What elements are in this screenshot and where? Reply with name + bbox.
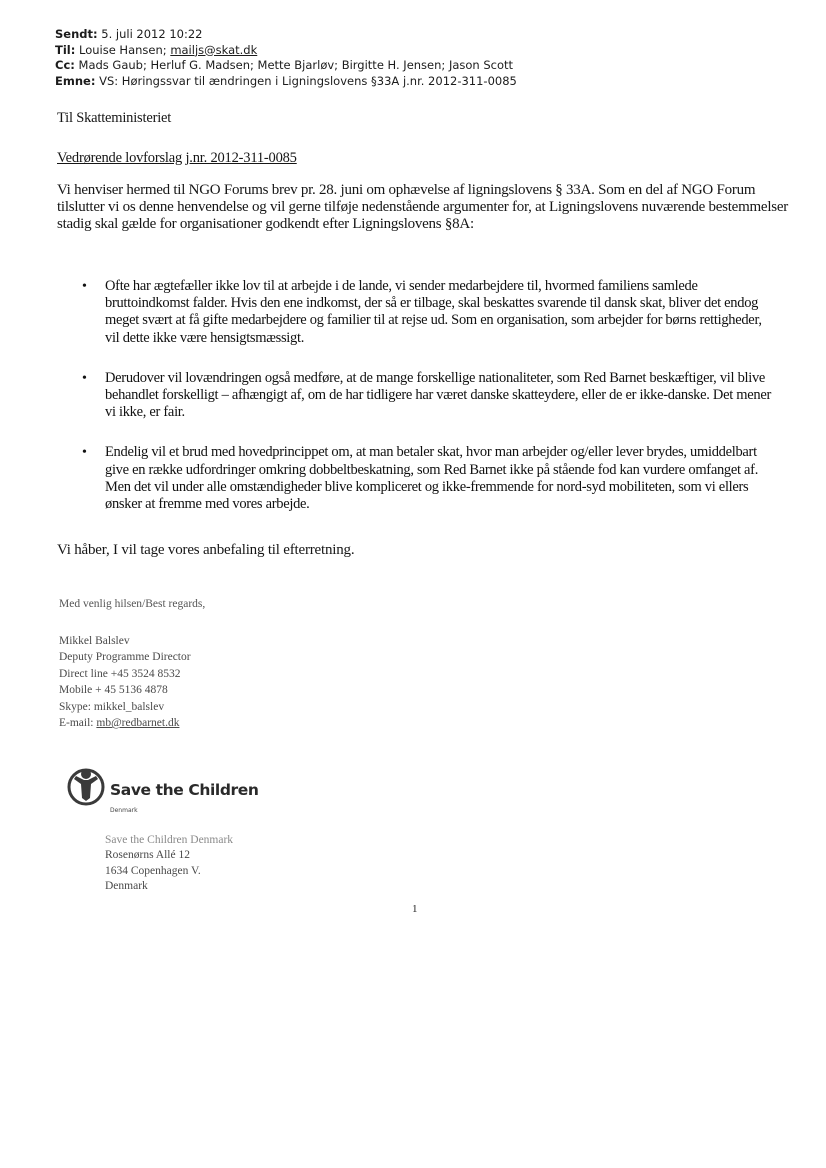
org-street: Rosenørns Allé 12 <box>105 849 190 862</box>
cc-label: Cc: <box>55 58 75 72</box>
letter-recipient: Til Skatteministeriet <box>57 110 172 126</box>
org-city: 1634 Copenhagen V. <box>105 864 201 877</box>
argument-text: Endelig vil et brud med hovedprincippet om, at man betaler skat, hvor man arbejder og/eller lever brydes, umiddelbart give en række udfordringer omkring dobbeltbeskatning, som Red Barnet ikke på stående fod kan vurdere omfanget af. Men det vil under alle omstændigheder blive kompliceret og ikke-fremmende for nord-syd mobiliteten, som vi ellers ønsker at fremme med vores arbejde. <box>105 444 759 513</box>
signature-skype: Skype: mikkel_balslev <box>59 700 165 713</box>
org-country: Denmark <box>105 879 148 892</box>
signature-email-link[interactable]: mb@redbarnet.dk <box>96 717 180 730</box>
email-header <box>55 27 517 89</box>
to-label: Til: <box>55 42 76 57</box>
save-the-children-logo-icon <box>66 765 106 809</box>
argument-text: Derudover vil lovændringen også medføre, at de mange forskellige nationaliteter, som Red Barnet beskæftiger, vil blive behandlet forskelligt – afhængigt af, om de har tidligere har været danske skatteydere, eller de er ikke-danske. Det mener vi ikke, er fair. <box>105 369 771 421</box>
org-name: Save the Children Denmark <box>105 834 234 846</box>
subject-row <box>55 74 517 90</box>
signature-block <box>59 633 191 731</box>
bullet-icon: • <box>82 279 87 294</box>
to-row <box>55 43 517 59</box>
signature-mobile: Mobile + 45 5136 4878 <box>59 684 168 697</box>
signature-name: Mikkel Balslev <box>59 635 130 647</box>
to-email-link[interactable]: mailjs@skat.dk <box>170 42 258 57</box>
org-address <box>105 833 233 894</box>
bullet-icon: • <box>82 445 87 461</box>
logo-name: Save the Children <box>110 781 259 799</box>
argument-list <box>82 278 772 536</box>
signature-direct-line: Direct line +45 3524 8532 <box>59 667 181 680</box>
save-the-children-logo <box>66 765 296 820</box>
argument-item <box>82 278 772 347</box>
letter-closing: Vi håber, I vil tage vores anbefaling til efterretning. <box>57 542 355 558</box>
sent-row <box>55 27 517 43</box>
argument-text: Ofte har ægtefæller ikke lov til at arbejde i de lande, vi sender medarbejdere til, hvormed familiens samlede bruttoindkomst falder. Hvis den ene indkomst, der så er tilbage, skal beskattes svarende til dansk skat, bliver det endog meget svært at få gifte medarbejdere og familier til at rejse ud. Som en organisation, som arbejder for børns rettigheder, vil dette ikke være hensigtsmæssigt. <box>105 278 762 346</box>
cc-value: Mads Gaub; Herluf G. Madsen; Mette Bjarløv; Birgitte H. Jensen; Jason Scott <box>78 58 514 72</box>
signature-title: Deputy Programme Director <box>59 651 191 664</box>
letter-intro: Vi henviser hermed til NGO Forums brev pr. 28. juni om ophævelse af ligningslovens § 33A. Som en del af NGO Forum tilslutter vi os denne henvendelse og vil gerne tilføje nedenstående argumenter for, at Ligningslovens nuværende bestemmelser stadig skal gælde for organisationer godkendt efter Ligningslovens §8A: <box>57 182 788 232</box>
sent-value: 5. juli 2012 10:22 <box>101 27 203 41</box>
to-value: Louise Hansen; <box>78 42 171 57</box>
argument-item <box>82 444 772 513</box>
signature-email-row <box>59 715 191 731</box>
cc-row <box>55 58 517 74</box>
letter-greeting: Med venlig hilsen/Best regards, <box>59 598 206 610</box>
bullet-icon: • <box>82 370 87 386</box>
logo-sub: Denmark <box>110 807 138 814</box>
letter-subject: Vedrørende lovforslag j.nr. 2012-311-0085 <box>57 150 297 166</box>
subject-label: Emne: <box>55 73 96 88</box>
subject-value: VS: Høringssvar til ændringen i Ligningslovens §33A j.nr. 2012-311-0085 <box>99 73 517 88</box>
page-number: 1 <box>412 903 418 915</box>
signature-email-label: E-mail: <box>59 717 97 730</box>
argument-item <box>82 370 772 422</box>
sent-label: Sendt: <box>55 27 98 41</box>
